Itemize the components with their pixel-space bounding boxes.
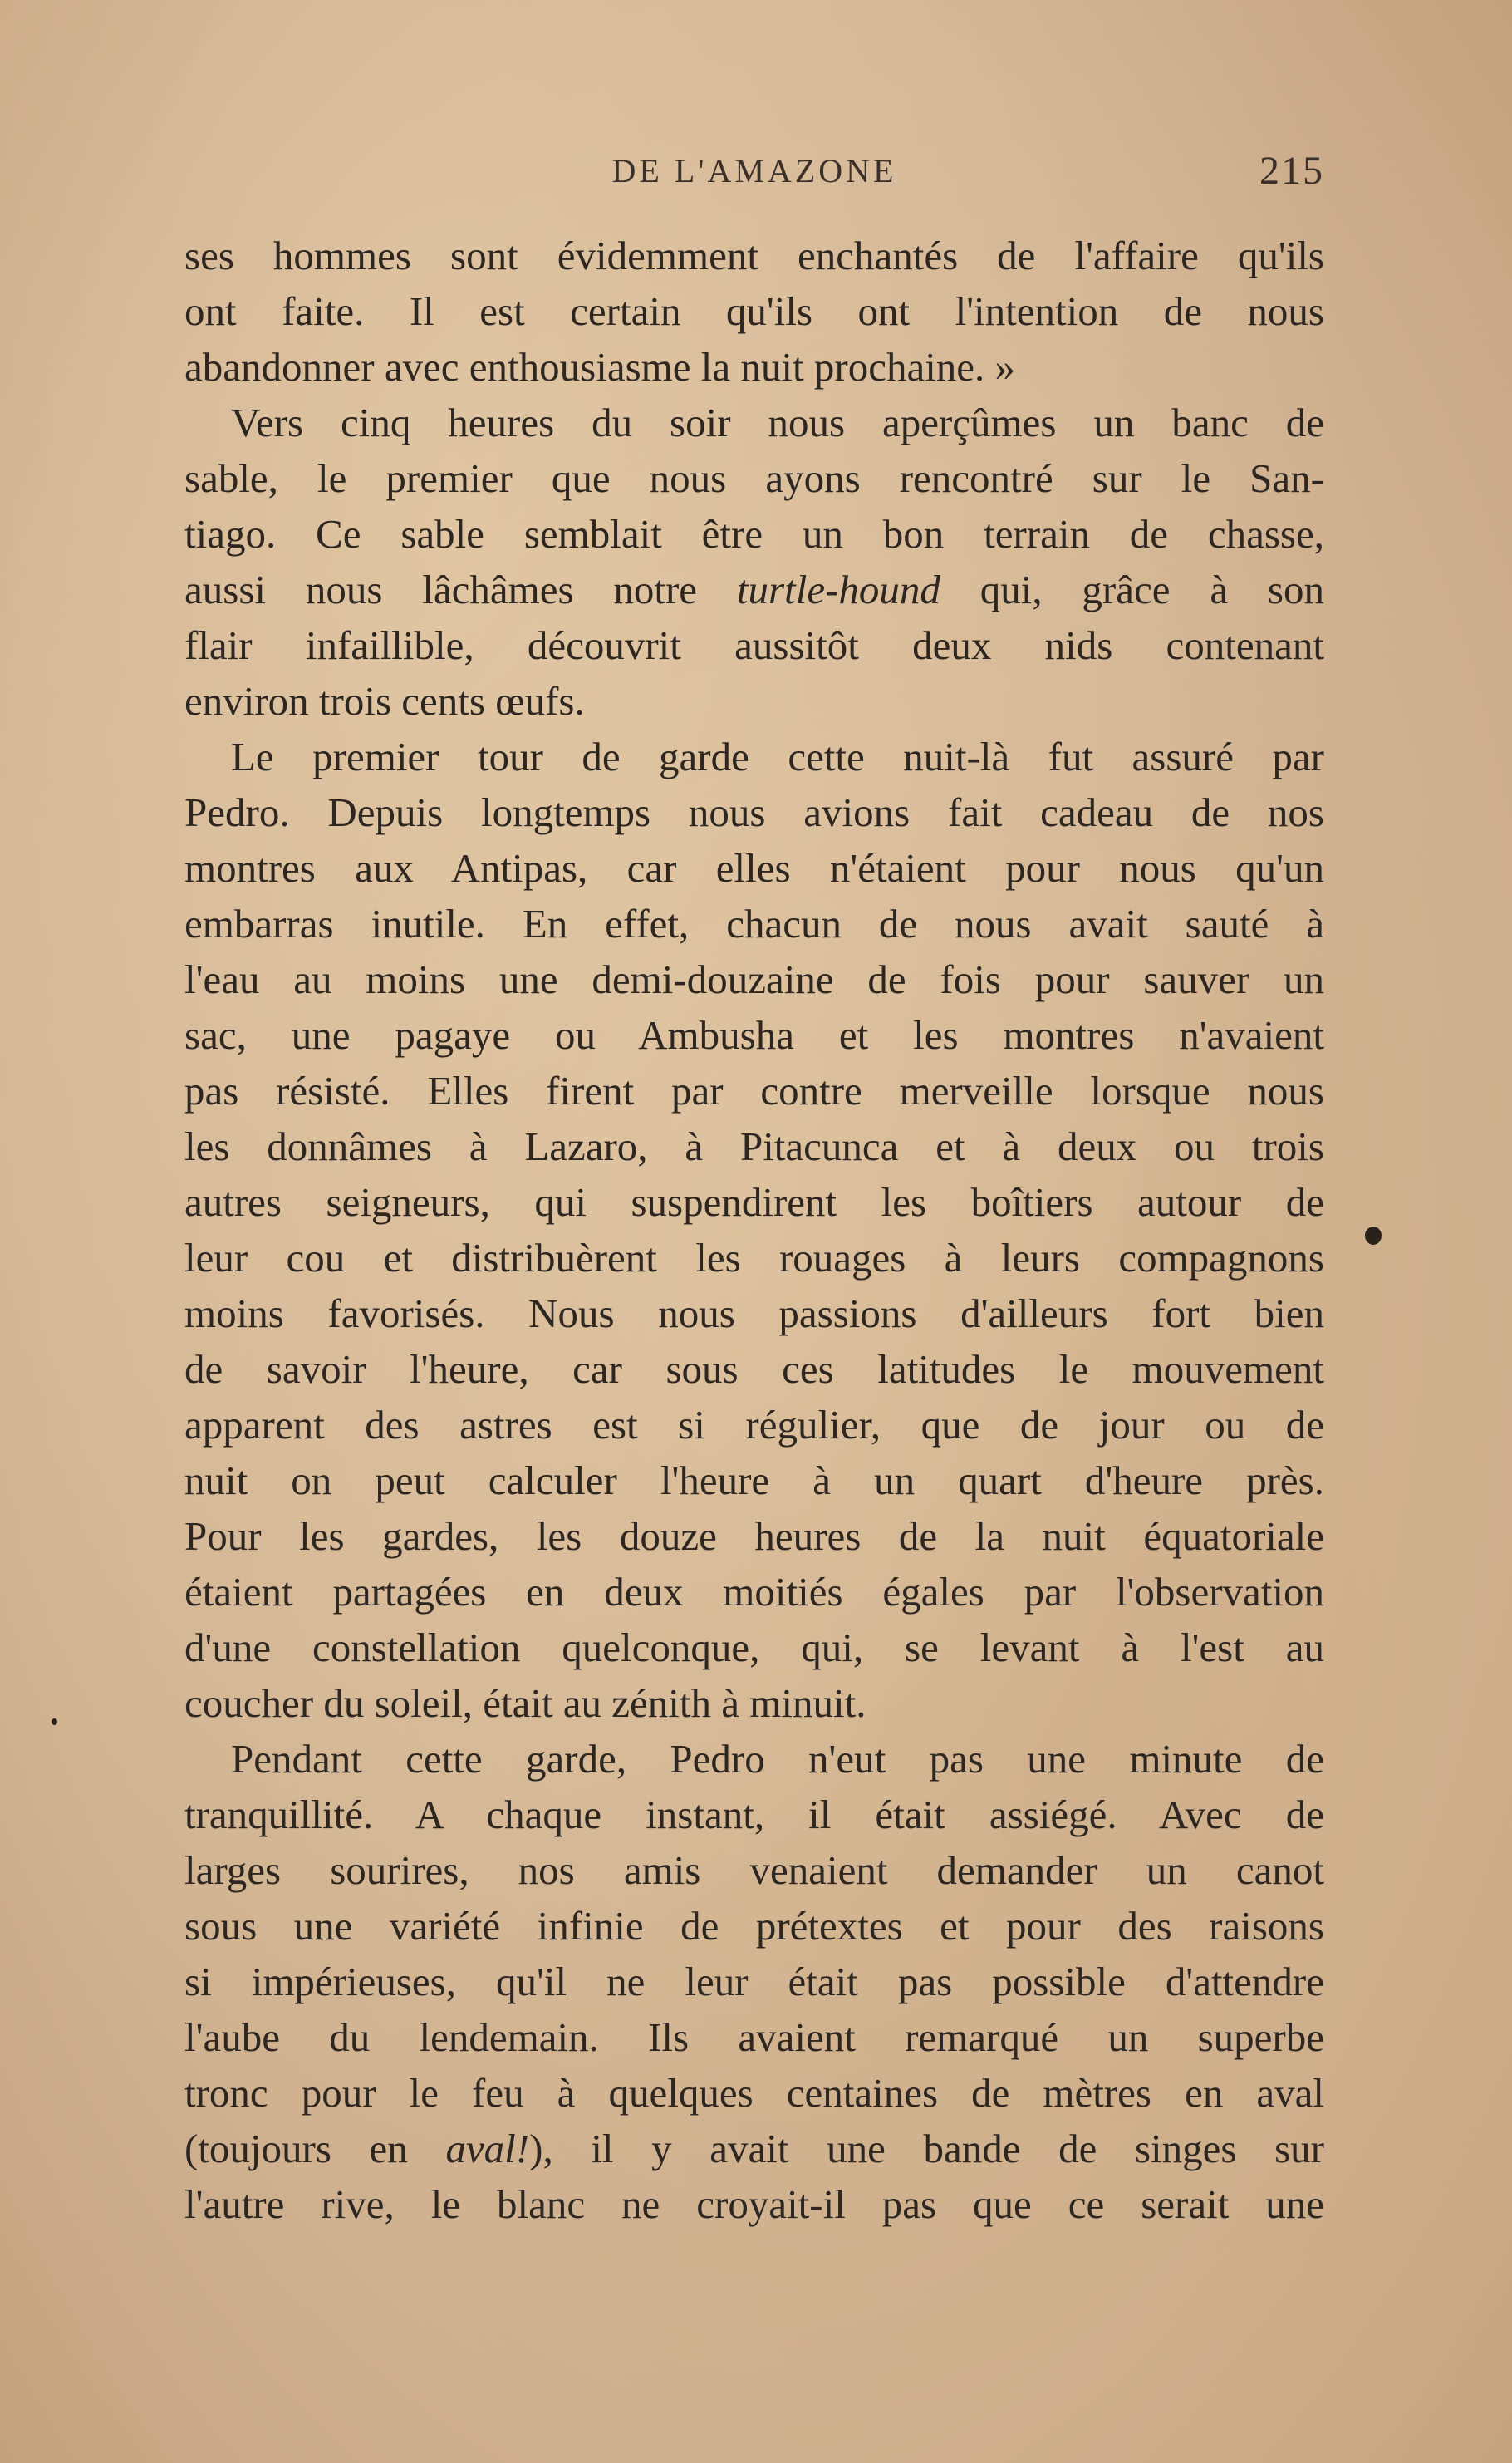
text-line: tiago. Ce sable semblait être un bon terrain de chasse, xyxy=(184,511,1324,557)
line-part: aussi nous lâchâmes notre xyxy=(184,567,737,612)
text-line: leur cou et distribuèrent les rouages à leurs compagnons xyxy=(184,1235,1324,1281)
ink-speck xyxy=(52,1718,57,1725)
text-line: sac, une pagaye ou Ambusha et les montres n'avaient xyxy=(184,1012,1324,1058)
text-line: apparent des astres est si régulier, que de jour ou de xyxy=(184,1402,1324,1448)
text-line: ses hommes sont évidemment enchantés de l'affaire qu'ils xyxy=(184,233,1324,278)
text-line: autres seigneurs, qui suspendirent les boîtiers autour de xyxy=(184,1179,1324,1225)
text-line: tronc pour le feu à quelques centaines de mètres en aval xyxy=(184,2070,1324,2116)
text-line: Vers cinq heures du soir nous aperçûmes un banc de xyxy=(231,400,1324,445)
text-line: sous une variété infinie de prétextes et pour des raisons xyxy=(184,1903,1324,1949)
line-part: qui, grâce à son xyxy=(940,567,1324,612)
text-line: de savoir l'heure, car sous ces latitudes le mouvement xyxy=(184,1346,1324,1392)
line-part: ), il y avait une bande de singes sur xyxy=(529,2126,1324,2171)
text-line: Pedro. Depuis longtemps nous avions fait cadeau de nos xyxy=(184,789,1324,835)
text-line: pas résisté. Elles firent par contre merveille lorsque nous xyxy=(184,1068,1324,1114)
body-text xyxy=(184,228,1324,2232)
text-line: l'aube du lendemain. Ils avaient remarqué un superbe xyxy=(184,2014,1324,2060)
text-line: abandonner avec enthousiasme la nuit prochaine. » xyxy=(184,344,1016,390)
text-line: montres aux Antipas, car elles n'étaient pour nous qu'un xyxy=(184,845,1324,891)
page-number: 215 xyxy=(1259,149,1324,193)
text-line: Le premier tour de garde cette nuit-là fut assuré par xyxy=(231,734,1324,779)
text-line: ont faite. Il est certain qu'ils ont l'intention de nous xyxy=(184,288,1324,334)
text-line xyxy=(184,562,1324,617)
text-line: Pendant cette garde, Pedro n'eut pas une minute de xyxy=(231,1736,1324,1782)
text-line: les donnâmes à Lazaro, à Pitacunca et à deux ou trois xyxy=(184,1123,1324,1169)
text-line: coucher du soleil, était au zénith à minuit. xyxy=(184,1680,866,1726)
text-line: nuit on peut calculer l'heure à un quart d'heure près. xyxy=(184,1458,1324,1503)
text-line: moins favorisés. Nous nous passions d'ailleurs fort bien xyxy=(184,1290,1324,1336)
text-line: l'eau au moins une demi-douzaine de fois pour sauver un xyxy=(184,956,1324,1002)
line-part: (toujours en xyxy=(184,2126,446,2171)
text-line: tranquillité. A chaque instant, il était assiégé. Avec de xyxy=(184,1792,1324,1837)
page-header xyxy=(184,148,1324,198)
text-line: embarras inutile. En effet, chacun de nous avait sauté à xyxy=(184,901,1324,946)
text-line: flair infaillible, découvrit aussitôt deux nids contenant xyxy=(184,622,1324,668)
italic-term: aval! xyxy=(445,2126,530,2171)
running-title: DE L'AMAZONE xyxy=(611,152,897,189)
italic-term: turtle-hound xyxy=(736,567,940,612)
text-line: étaient partagées en deux moitiés égales par l'observation xyxy=(184,1569,1324,1615)
text-line xyxy=(184,2121,1324,2176)
text-line: sable, le premier que nous ayons rencontré sur le San- xyxy=(184,455,1324,501)
ink-spot xyxy=(1365,1227,1382,1245)
text-line: si impérieuses, qu'il ne leur était pas possible d'attendre xyxy=(184,1959,1324,2004)
text-line: larges sourires, nos amis venaient demander un canot xyxy=(184,1847,1324,1893)
text-line: l'autre rive, le blanc ne croyait-il pas que ce serait une xyxy=(184,2181,1324,2227)
text-line: Pour les gardes, les douze heures de la nuit équatoriale xyxy=(184,1513,1324,1559)
text-line: d'une constellation quelconque, qui, se levant à l'est au xyxy=(184,1625,1324,1670)
text-line: environ trois cents œufs. xyxy=(184,678,585,724)
